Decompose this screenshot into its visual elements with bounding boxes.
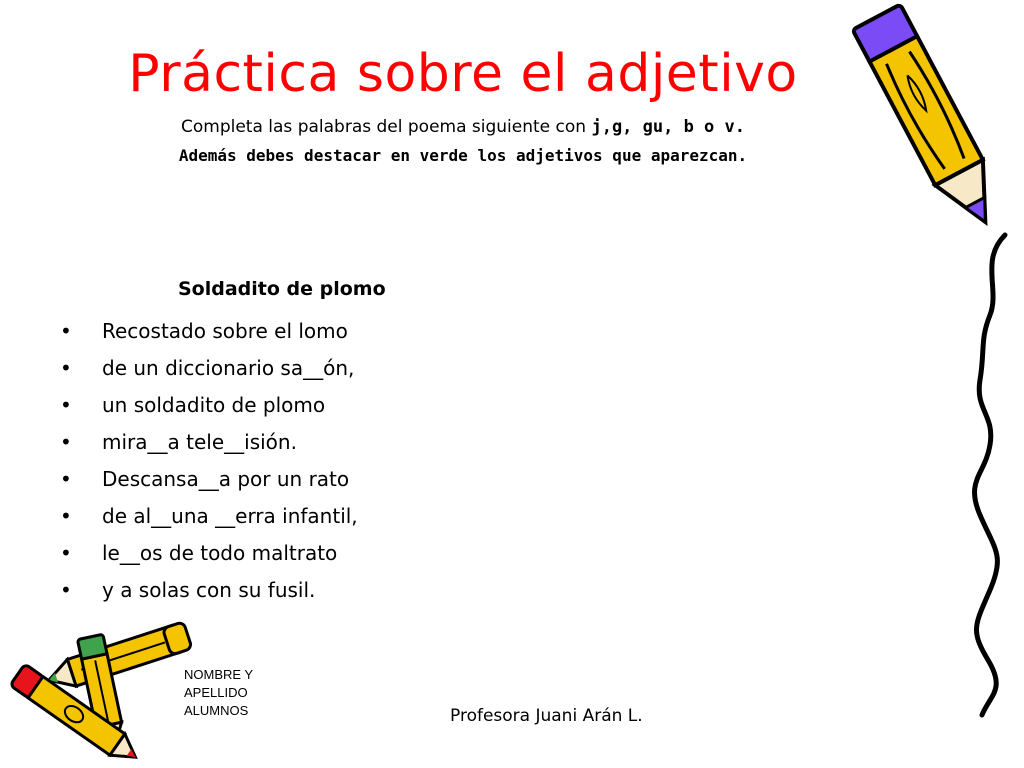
names-box-line: ALUMNOS [184, 703, 249, 718]
poem-line [60, 461, 358, 498]
poem-line-text: le__os de todo maltrato [102, 541, 338, 565]
bullet: • [60, 467, 72, 491]
slide-title: Práctica sobre el adjetivo [128, 44, 798, 104]
poem-line [60, 350, 358, 387]
bullet: • [60, 356, 72, 380]
poem-line-text: un soldadito de plomo [102, 393, 326, 417]
instructions-line-1 [0, 117, 926, 137]
bullet: • [60, 578, 72, 602]
bullet: • [60, 430, 72, 454]
names-box-line: NOMBRE Y [184, 667, 254, 682]
poem-line [60, 498, 358, 535]
crossed-pencils-icon [0, 618, 205, 758]
poem-line-text: Recostado sobre el lomo [102, 319, 348, 343]
instructions-line-2: Además debes destacar en verde los adjetivos que aparezcan. [178, 146, 748, 165]
poem-line-text: de al__una __erra infantil, [102, 504, 358, 528]
poem-list [60, 313, 358, 609]
poem-line [60, 535, 358, 572]
bullet: • [60, 541, 72, 565]
poem-line-text: mira__a tele__isión. [102, 430, 297, 454]
poem-line-text: Descansa__a por un rato [102, 467, 350, 491]
bullet: • [60, 319, 72, 343]
poem-line [60, 424, 358, 461]
bullet: • [60, 393, 72, 417]
footer-author: Profesora Juani Arán L. [450, 706, 643, 726]
instructions-prefix: Completa las palabras del poema siguiente con [181, 117, 592, 137]
poem-title: Soldadito de plomo [178, 278, 386, 300]
poem-line [60, 572, 358, 609]
instructions-letters: j,g, gu, b o v. [591, 117, 745, 137]
poem-line [60, 387, 358, 424]
names-box-line: APELLIDO [184, 685, 248, 700]
bullet: • [60, 504, 72, 528]
pencil-icon [860, 0, 1000, 245]
poem-line [60, 313, 358, 350]
poem-line-text: y a solas con su fusil. [102, 578, 316, 602]
squiggle-line [960, 230, 1020, 720]
poem-line-text: de un diccionario sa__ón, [102, 356, 355, 380]
